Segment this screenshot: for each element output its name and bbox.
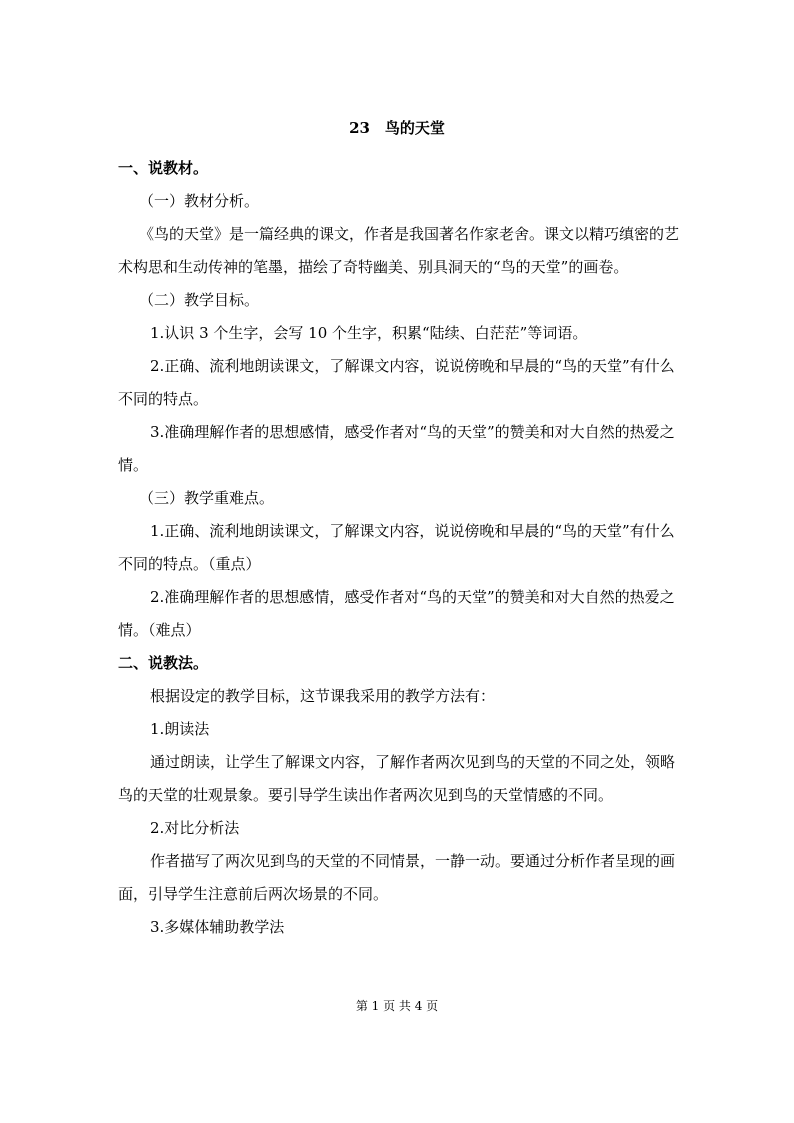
paragraph: 根据设定的教学目标，这节课我采用的教学方法有： xyxy=(150,687,496,705)
list-item: 3.准确理解作者的思想感情，感受作者对“鸟的天堂”的赞美和对大自然的热爱之情。 xyxy=(118,423,675,474)
document-body xyxy=(118,152,680,944)
subsection-heading: （二）教学目标。 xyxy=(139,291,260,309)
section-heading: 一、说教材。 xyxy=(118,159,209,177)
document-title: 23 鸟的天堂 xyxy=(349,119,445,137)
list-item: 3.多媒体辅助教学法 xyxy=(150,918,285,936)
subsection-heading: （一）教材分析。 xyxy=(139,192,260,210)
list-item: 2.准确理解作者的思想感情，感受作者对“鸟的天堂”的赞美和对大自然的热爱之情。（难点） xyxy=(118,588,675,639)
list-item: 2.对比分析法 xyxy=(150,819,240,837)
list-item: 1.朗读法 xyxy=(150,720,210,738)
list-item: 1.认识 3 个生字，会写 10 个生字，积累“陆续、白茫茫”等词语。 xyxy=(150,324,588,342)
paragraph: 作者描写了两次见到鸟的天堂的不同情景，一静一动。要通过分析作者呈现的画面，引导学生注意前后两次场景的不同。 xyxy=(118,852,676,903)
paragraph: 《鸟的天堂》是一篇经典的课文，作者是我国著名作家老舍。课文以精巧缜密的艺术构思和生动传神的笔墨，描绘了奇特幽美、别具洞天的“鸟的天堂”的画卷。 xyxy=(118,225,680,276)
list-item: 1.正确、流利地朗读课文，了解课文内容，说说傍晚和早晨的“鸟的天堂”有什么不同的特点。（重点） xyxy=(118,522,675,573)
subsection-heading: （三）教学重难点。 xyxy=(139,489,275,507)
paragraph: 通过朗读，让学生了解课文内容，了解作者两次见到鸟的天堂的不同之处，领略鸟的天堂的壮观景象。要引导学生读出作者两次见到鸟的天堂情感的不同。 xyxy=(118,753,676,804)
section-heading: 二、说教法。 xyxy=(118,654,209,672)
list-item: 2.正确、流利地朗读课文，了解课文内容，说说傍晚和早晨的“鸟的天堂”有什么不同的特点。 xyxy=(118,357,675,408)
page-footer: 第 1 页 共 4 页 xyxy=(355,999,439,1013)
